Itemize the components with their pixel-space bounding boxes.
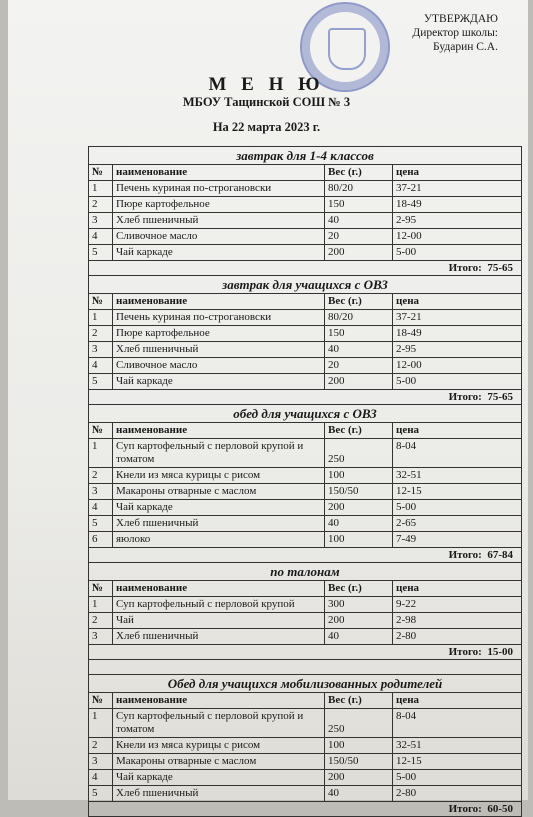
cell-weight: 100 — [325, 738, 393, 753]
table-row — [89, 439, 521, 468]
cell-no: 1 — [89, 439, 113, 467]
table-row — [89, 516, 521, 532]
column-header-price: цена — [396, 424, 420, 436]
spacer-row — [89, 660, 521, 675]
approval-heading: УТВЕРЖДАЮ — [423, 13, 498, 25]
cell-name: Хлеб пшеничный — [113, 516, 325, 531]
cell-name: Суп картофельный с перловой крупой и томатом — [113, 709, 325, 737]
meal-title: по талонам — [89, 563, 521, 581]
cell-weight: 250 — [325, 439, 393, 467]
column-header-no: № — [89, 693, 113, 708]
cell-name: Макароны отварные с маслом — [113, 754, 325, 769]
cell-no: 5 — [89, 245, 113, 260]
cell-no: 1 — [89, 709, 113, 737]
column-header-row — [89, 581, 521, 597]
table-row — [89, 500, 521, 516]
total-value: 75-65 — [487, 262, 513, 274]
cell-no: 4 — [89, 500, 113, 515]
cell-weight: 200 — [325, 613, 393, 628]
approval-signatory: Бударин С.А. — [433, 41, 498, 53]
cell-name: Чай — [113, 613, 325, 628]
column-header-row — [89, 693, 521, 709]
cell-name: Чай каркаде — [113, 500, 325, 515]
meal-section — [89, 147, 521, 276]
cell-name: Хлеб пшеничный — [113, 786, 325, 801]
table-row — [89, 709, 521, 738]
meal-title: завтрак для 1-4 классов — [89, 147, 521, 165]
table-row — [89, 310, 521, 326]
column-header-weight: Вес (г.) — [325, 693, 393, 708]
column-header-name: наименование — [113, 423, 325, 438]
cell-weight: 200 — [325, 500, 393, 515]
cell-weight: 20 — [325, 358, 393, 373]
cell-no: 3 — [89, 484, 113, 499]
cell-weight: 40 — [325, 516, 393, 531]
cell-weight: 40 — [325, 342, 393, 357]
cell-price: 2-65 — [396, 517, 417, 529]
column-header-name: наименование — [113, 294, 325, 309]
cell-name: Макароны отварные с маслом — [113, 484, 325, 499]
cell-weight: 150 — [325, 197, 393, 212]
cell-name: Сливочное масло — [113, 358, 325, 373]
table-row — [89, 754, 521, 770]
table-row — [89, 770, 521, 786]
cell-no: 6 — [89, 532, 113, 547]
meal-total — [89, 261, 521, 276]
cell-name: Чай каркаде — [113, 770, 325, 785]
cell-name: Хлеб пшеничный — [113, 213, 325, 228]
meal-total — [89, 802, 521, 816]
table-row — [89, 468, 521, 484]
cell-weight: 200 — [325, 245, 393, 260]
cell-no: 4 — [89, 229, 113, 244]
total-value: 75-65 — [487, 391, 513, 403]
cell-no: 2 — [89, 326, 113, 341]
cell-price: 37-21 — [396, 182, 422, 194]
cell-name: Суп картофельный с перловой крупой и томатом — [113, 439, 325, 467]
cell-no: 4 — [89, 770, 113, 785]
column-header-price: цена — [396, 295, 420, 307]
cell-no: 1 — [89, 310, 113, 325]
cell-no: 3 — [89, 342, 113, 357]
cell-price: 2-95 — [396, 214, 417, 226]
cell-weight: 100 — [325, 532, 393, 547]
cell-weight: 200 — [325, 770, 393, 785]
cell-price: 5-00 — [396, 501, 417, 513]
cell-price: 2-98 — [396, 614, 417, 626]
cell-no: 1 — [89, 597, 113, 612]
cell-weight: 200 — [325, 374, 393, 389]
total-value: 67-84 — [487, 549, 513, 561]
seal-emblem — [328, 28, 366, 70]
menu-table — [88, 146, 522, 817]
column-header-weight: Вес (г.) — [325, 165, 393, 180]
cell-price: 12-00 — [396, 359, 422, 371]
table-row — [89, 629, 521, 645]
cell-no: 3 — [89, 754, 113, 769]
cell-weight: 40 — [325, 213, 393, 228]
cell-weight: 40 — [325, 629, 393, 644]
cell-price: 8-04 — [396, 440, 417, 452]
table-row — [89, 181, 521, 197]
cell-price: 12-15 — [396, 755, 422, 767]
cell-no: 3 — [89, 213, 113, 228]
total-value: 15-00 — [487, 646, 513, 658]
cell-name: Суп картофельный с перловой крупой — [113, 597, 325, 612]
cell-name: Печень куриная по-строгановски — [113, 310, 325, 325]
cell-no: 2 — [89, 613, 113, 628]
table-row — [89, 342, 521, 358]
table-row — [89, 484, 521, 500]
table-row — [89, 326, 521, 342]
cell-price: 5-00 — [396, 375, 417, 387]
cell-price: 32-51 — [396, 469, 422, 481]
column-header-weight: Вес (г.) — [325, 423, 393, 438]
menu-date: На 22 марта 2023 г. — [212, 120, 321, 134]
column-header-no: № — [89, 294, 113, 309]
column-header-name: наименование — [113, 693, 325, 708]
cell-price: 37-21 — [396, 311, 422, 323]
cell-weight: 20 — [325, 229, 393, 244]
cell-name: Печень куриная по-строгановски — [113, 181, 325, 196]
meal-section — [89, 675, 521, 816]
cell-weight: 80/20 — [325, 310, 393, 325]
total-value: 60-50 — [487, 803, 513, 815]
cell-price: 2-95 — [396, 343, 417, 355]
cell-price: 18-49 — [396, 198, 422, 210]
column-header-price: цена — [396, 694, 420, 706]
cell-no: 3 — [89, 629, 113, 644]
column-header-name: наименование — [113, 165, 325, 180]
column-header-row — [89, 423, 521, 439]
cell-no: 2 — [89, 468, 113, 483]
table-row — [89, 613, 521, 629]
meal-total — [89, 390, 521, 405]
column-header-weight: Вес (г.) — [325, 581, 393, 596]
page-title: М Е Н Ю — [208, 74, 325, 95]
meal-total — [89, 645, 521, 660]
cell-name: Пюре картофельное — [113, 197, 325, 212]
table-row — [89, 738, 521, 754]
approval-position: Директор школы: — [412, 27, 498, 39]
meal-total — [89, 548, 521, 563]
column-header-no: № — [89, 423, 113, 438]
column-header-name: наименование — [113, 581, 325, 596]
cell-no: 5 — [89, 786, 113, 801]
cell-weight: 150/50 — [325, 484, 393, 499]
cell-weight: 300 — [325, 597, 393, 612]
cell-no: 2 — [89, 738, 113, 753]
table-row — [89, 245, 521, 261]
cell-no: 1 — [89, 181, 113, 196]
cell-price: 18-49 — [396, 327, 422, 339]
table-row — [89, 197, 521, 213]
cell-name: Чай каркаде — [113, 374, 325, 389]
total-label: Итого: — [448, 803, 482, 815]
cell-name: Сливочное масло — [113, 229, 325, 244]
cell-no: 5 — [89, 516, 113, 531]
cell-name: яюлоко — [113, 532, 325, 547]
cell-no: 5 — [89, 374, 113, 389]
cell-price: 12-00 — [396, 230, 422, 242]
total-label: Итого: — [448, 549, 482, 561]
column-header-weight: Вес (г.) — [325, 294, 393, 309]
cell-name: Пюре картофельное — [113, 326, 325, 341]
table-row — [89, 358, 521, 374]
total-label: Итого: — [448, 391, 482, 403]
school-name: МБОУ Тащинской СОШ № 3 — [182, 95, 351, 109]
cell-name: Кнели из мяса курицы с рисом — [113, 738, 325, 753]
column-header-no: № — [89, 581, 113, 596]
meal-section — [89, 563, 521, 675]
cell-price: 12-15 — [396, 485, 422, 497]
meal-title: обед для учащихся с ОВЗ — [89, 405, 521, 423]
cell-price: 2-80 — [396, 630, 417, 642]
cell-name: Кнели из мяса курицы с рисом — [113, 468, 325, 483]
column-header-row — [89, 294, 521, 310]
table-row — [89, 374, 521, 390]
meal-title: Обед для учащихся мобилизованных родителей — [89, 675, 521, 693]
cell-weight: 150 — [325, 326, 393, 341]
cell-name: Хлеб пшеничный — [113, 342, 325, 357]
total-label: Итого: — [448, 262, 482, 274]
cell-no: 4 — [89, 358, 113, 373]
cell-price: 5-00 — [396, 771, 417, 783]
cell-name: Хлеб пшеничный — [113, 629, 325, 644]
cell-name: Чай каркаде — [113, 245, 325, 260]
meal-section — [89, 276, 521, 405]
column-header-price: цена — [396, 166, 420, 178]
table-row — [89, 213, 521, 229]
total-label: Итого: — [448, 646, 482, 658]
cell-no: 2 — [89, 197, 113, 212]
cell-weight: 100 — [325, 468, 393, 483]
column-header-no: № — [89, 165, 113, 180]
cell-weight: 250 — [325, 709, 393, 737]
cell-weight: 150/50 — [325, 754, 393, 769]
approval-block — [412, 12, 498, 54]
column-header-price: цена — [396, 582, 420, 594]
table-row — [89, 597, 521, 613]
cell-price: 9-22 — [396, 598, 417, 610]
cell-weight: 80/20 — [325, 181, 393, 196]
cell-weight: 40 — [325, 786, 393, 801]
cell-price: 2-80 — [396, 787, 417, 799]
cell-price: 5-00 — [396, 246, 417, 258]
table-row — [89, 229, 521, 245]
table-row — [89, 532, 521, 548]
column-header-row — [89, 165, 521, 181]
cell-price: 7-49 — [396, 533, 417, 545]
cell-price: 8-04 — [396, 710, 417, 722]
cell-price: 32-51 — [396, 739, 422, 751]
meal-section — [89, 405, 521, 563]
meal-title: завтрак для учащихся с ОВЗ — [89, 276, 521, 294]
